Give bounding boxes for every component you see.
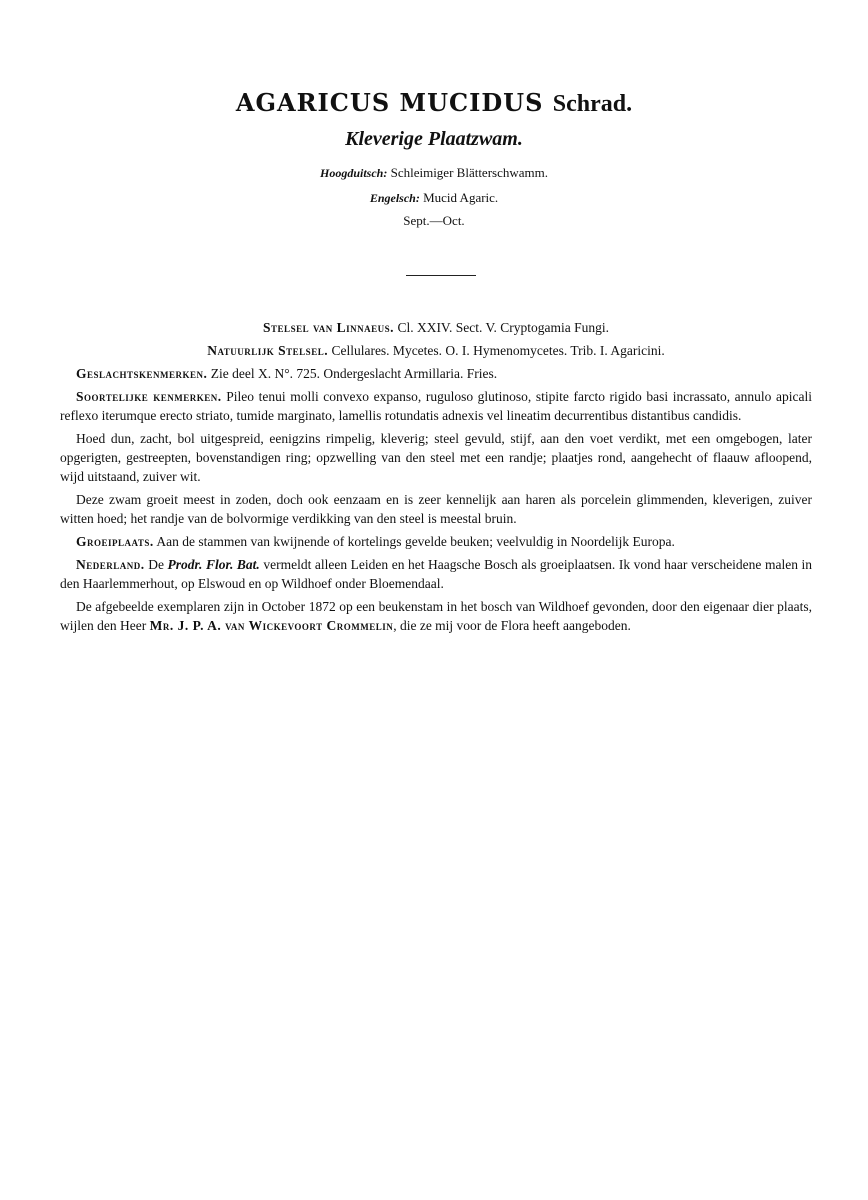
specimen-text-b: , die ze mij voor de Flora heeft aangeboden. [393, 618, 631, 633]
dutch-name: Kleverige Plaatzwam. [345, 128, 523, 150]
species-author: Schrad. [552, 91, 633, 117]
netherlands-text-b: vermeldt alleen Leiden en het Haagsche Bosch als groeiplaatsen. Ik vond haar verscheidene malen in den Haarlemmerhout, op Elswoud en op Wildhoef onder Bloemendaal. [60, 557, 813, 591]
species-text: Pileo tenui molli convexo expanso, ruguloso glutinoso, stipite farcto rigido basi incrassato, annulo apicali reflexo iterumque erecto striato, tumide marginato, lamellis rotundatis adnexis vel lineatim decurrentibus distantibus candidis. [60, 389, 812, 423]
linnaeus-text: Cl. XXIV. Sect. V. Cryptogamia Fungi. [397, 320, 609, 335]
species-label: Soortelijke kenmerken. [76, 389, 222, 404]
german-name: Schleimiger Blätterschwamm. [390, 165, 548, 180]
specimen-paragraph [60, 597, 812, 635]
document-body [60, 318, 812, 639]
species-title [0, 88, 868, 118]
divider-rule [406, 275, 476, 276]
linnaeus-label: Stelsel van Linnaeus. [263, 320, 395, 335]
specimen-text-a: De afgebeelde exemplaren zijn in October 1872 op een beukenstam in het bosch van Wildhoef gevonden, door den eigenaar dier plaats, wijlen den Heer [60, 599, 812, 633]
natural-label: Natuurlijk Stelsel. [207, 343, 329, 358]
description-paragraph: Hoed dun, zacht, bol uitgespreid, eenigzins rimpelig, kleverig; steel gevuld, stijf, aan den voet verdikt, met een omgebogen, later opgerigten, gestreepten, bovenstandigen ring; opzwelling van den steel met een randje; plaatjes rond, aangehecht of flaauw afloopend, wijd uitstaand, zuiver wit. [60, 431, 812, 484]
notes-paragraph: Deze zwam groeit meest in zoden, doch ook eenzaam en is zeer kennelijk aan haren als porcelein glimmenden, kleverigen, zuiver witten hoed; het randje van de bolvormige verdikking van den steel is meestal bruin. [60, 492, 812, 526]
species-name: AGARICUS MUCIDUS [235, 88, 544, 117]
netherlands-text-a: De [148, 557, 164, 572]
netherlands-label: Nederland. [76, 557, 145, 572]
german-name-line: Hoogduitsch: Schleimiger Blätterschwamm. [319, 165, 548, 180]
habitat-paragraph [60, 532, 812, 551]
english-name: Mucid Agaric. [423, 190, 499, 205]
english-label: Engelsch [369, 191, 416, 205]
prodromus-reference: Prodr. Flor. Bat. [167, 557, 260, 572]
linnaeus-system [60, 318, 812, 337]
habitat-text: Aan de stammen van kwijnende of kortelings gevelde beuken; veelvuldig in Noordelijk Europa. [156, 534, 675, 549]
natural-system [60, 341, 812, 360]
specimen-donor-name: Mr. J. P. A. van Wickevoort Crommelin [149, 618, 394, 633]
german-label: Hoogduitsch [319, 166, 384, 180]
habitat-label: Groeiplaats. [76, 534, 154, 549]
genus-label: Geslachtskenmerken. [76, 366, 208, 381]
season-line: Sept.—Oct. [403, 213, 465, 228]
natural-text: Cellulares. Mycetes. O. I. Hymenomycetes. Trib. I. Agaricini. [331, 343, 665, 358]
genus-characters [60, 364, 812, 383]
genus-text: Zie deel X. N°. 725. Ondergeslacht Armillaria. Fries. [210, 366, 498, 381]
netherlands-paragraph [60, 555, 812, 593]
species-characters [60, 387, 812, 425]
english-name-line: Engelsch: Mucid Agaric. [369, 190, 499, 205]
